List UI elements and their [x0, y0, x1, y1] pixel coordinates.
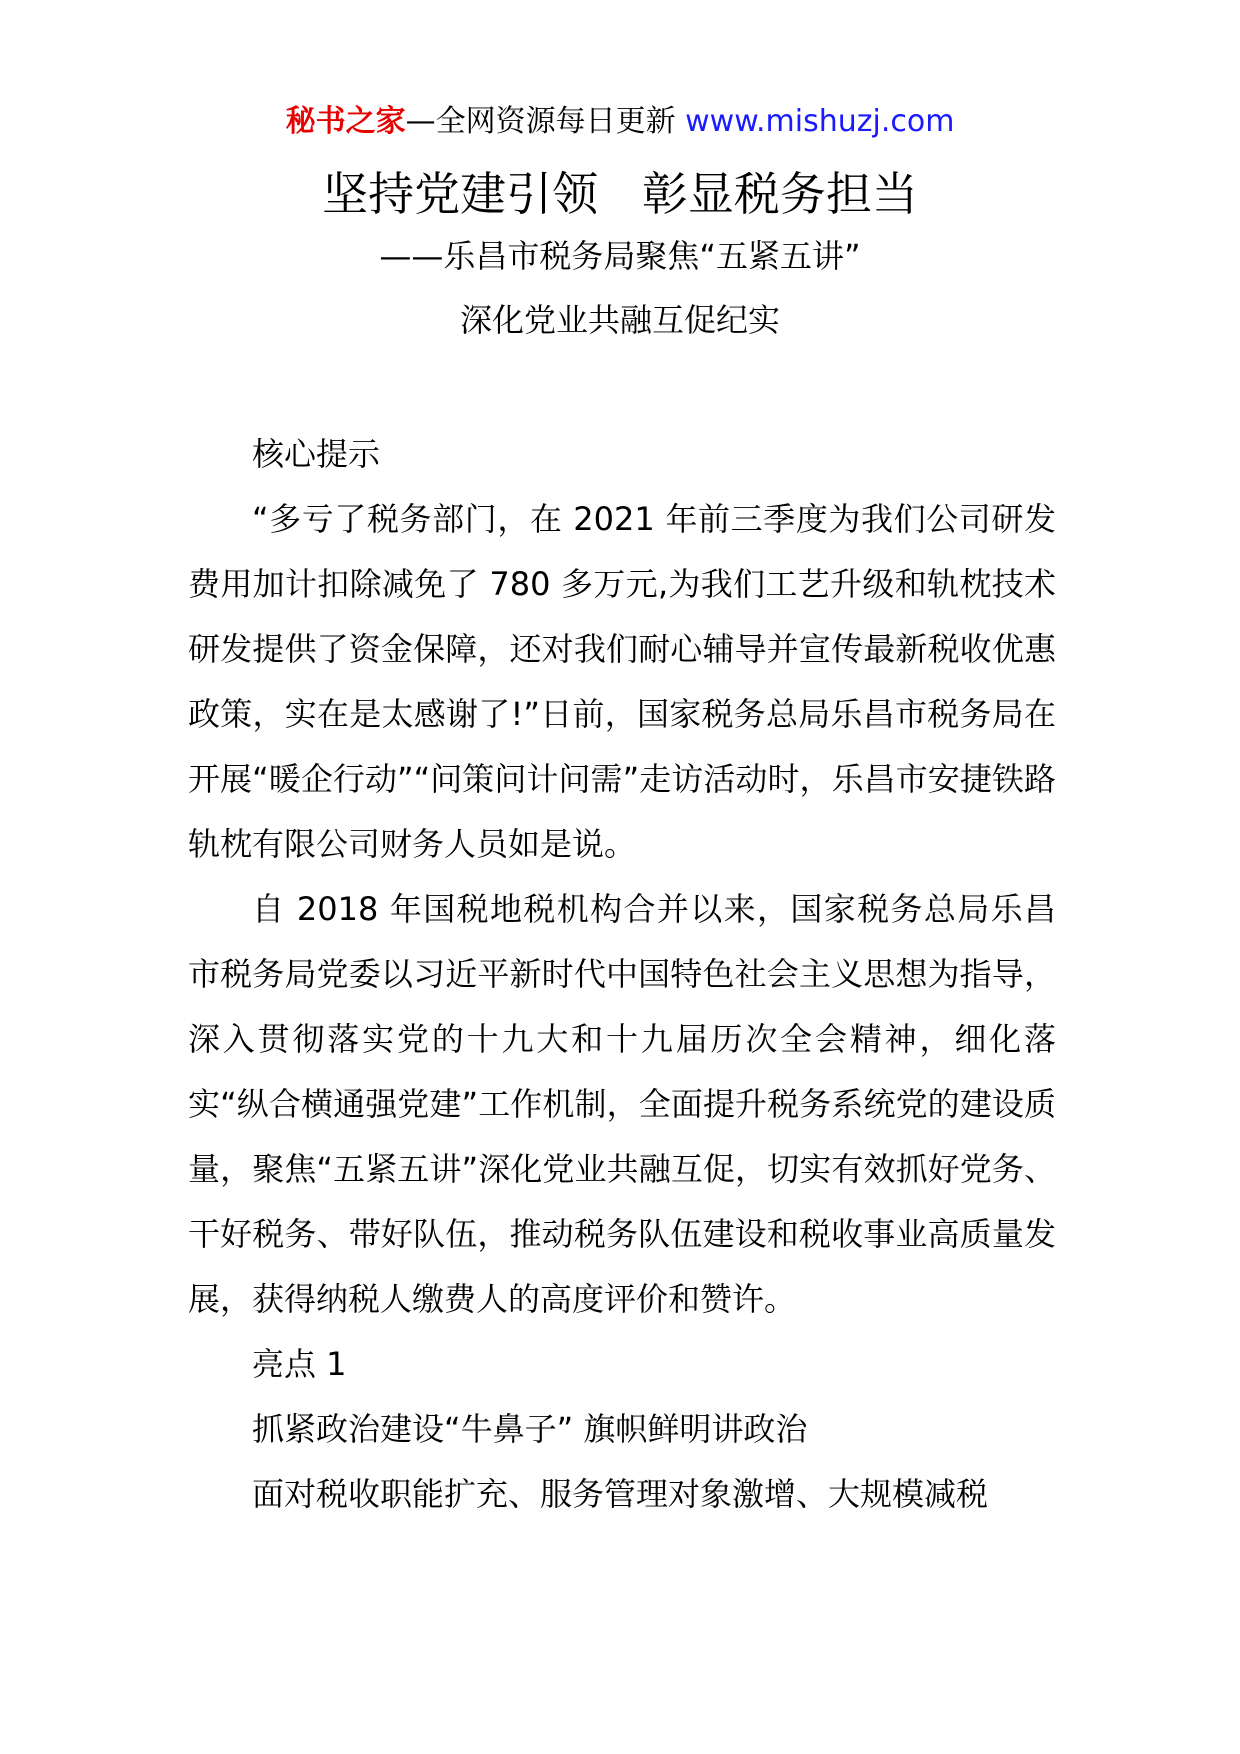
site-header [0, 102, 1240, 142]
body-paragraph: “多亏了税务部门，在 2021 年前三季度为我们公司研发费用加计扣除减免了 780 多万元,为我们工艺升级和轨枕技术研发提供了资金保障，还对我们耐心辅导并宣传最新税收优惠政策，实在是太感谢了!”日前，国家税务总局乐昌市税务局在开展“暖企行动”“问策问计问需”走访活动时，乐昌市安捷铁路轨枕有限公司财务人员如是说。 [188, 500, 1056, 863]
site-url-link[interactable]: www.mishuzj.com [685, 104, 955, 139]
document-title: 坚持党建引领 彰显税务担当 [322, 167, 918, 221]
document-subtitle-line-2: 深化党业共融互促纪实 [459, 301, 780, 339]
body-paragraph: 自 2018 年国税地税机构合并以来，国家税务总局乐昌市税务局党委以习近平新时代中国特色社会主义思想为指导，深入贯彻落实党的十九大和十九届历次全会精神，细化落实“纵合横通强党建”工作机制，全面提升税务系统党的建设质量，聚焦“五紧五讲”深化党业共融互促，切实有效抓好党务、干好税务、带好队伍，推动税务队伍建设和税收事业高质量发展，获得纳税人缴费人的高度评价和赞许。 [188, 890, 1056, 1318]
body-paragraph: 面对税收职能扩充、服务管理对象激增、大规模减税 [252, 1475, 989, 1513]
section-subheading: 抓紧政治建设“牛鼻子” 旗帜鲜明讲政治 [252, 1410, 808, 1448]
document-body [188, 422, 1056, 1527]
section-heading-core-tip: 核心提示 [252, 435, 381, 473]
section-heading-highlight-1: 亮点 1 [252, 1345, 347, 1383]
document-subtitle-line-1: ——乐昌市税务局聚焦“五紧五讲” [379, 237, 861, 275]
brand-name: 秘书之家 [285, 104, 406, 139]
site-slogan: —全网资源每日更新 [405, 104, 686, 139]
